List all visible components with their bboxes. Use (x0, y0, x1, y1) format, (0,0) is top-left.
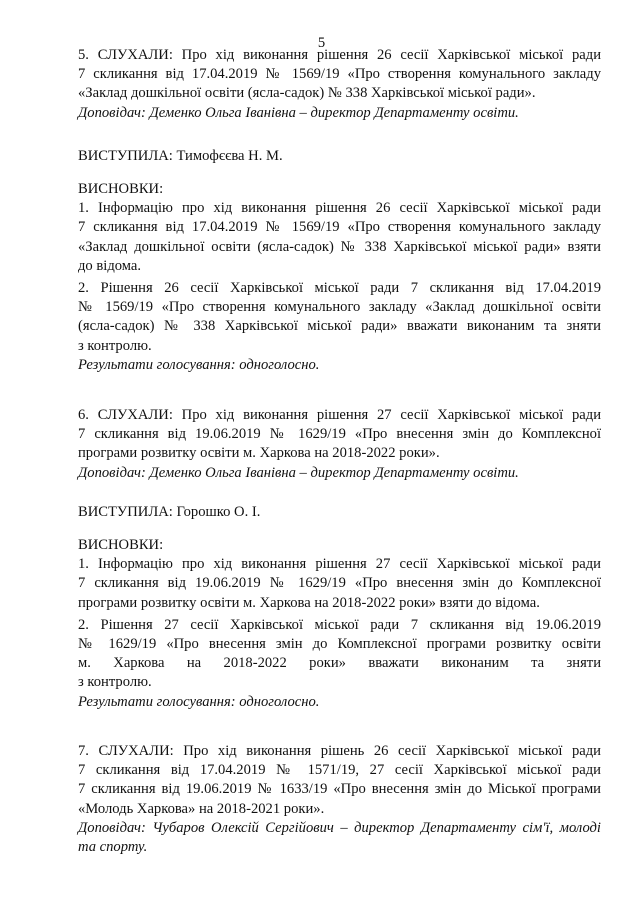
text-line: до відома. (78, 257, 142, 274)
text-line: 2. Рішення 26 сесії Харківської міської ради 7 скликання від 17.04.2019 (78, 280, 601, 297)
spoke-text: ВИСТУПИЛА: Горошко О. І. (78, 504, 261, 520)
text-line: з контролю. (78, 674, 152, 691)
speaker-paragraph (78, 819, 601, 857)
text-line: 6. СЛУХАЛИ: Про хід виконання рішення 27 сесії Харківської міської ради (78, 407, 601, 423)
text-line: 2. Рішення 27 сесії Харківської міської ради 7 скликання від 19.06.2019 (78, 616, 601, 633)
text-line: Доповідач: Чубаров Олексій Сергійович – директор Департаменту сім'ї, молоді (78, 819, 601, 836)
conclusion-2 (78, 616, 601, 693)
text-line: «Заклад дошкільної освіти (ясла-садок) № 338 Харківської міської ради». (78, 85, 536, 102)
conclusion-1 (78, 555, 601, 613)
conclusions-title: ВИСНОВКИ: (78, 181, 164, 197)
heard-paragraph (78, 742, 601, 819)
text-line: програми розвитку освіти м. Харкова на 2018-2022 роки» взяти до відома. (78, 594, 540, 611)
text-line: м. Харкова на 2018-2022 роки» вважати виконаним та зняти (78, 655, 601, 672)
text-line: 1. Інформацію про хід виконання рішення 26 сесії Харківської міської ради (78, 200, 601, 217)
text-line: програми розвитку освіти м. Харкова на 2018-2022 роки». (78, 445, 440, 462)
spoke-text: ВИСТУПИЛА: Тимофєєва Н. М. (78, 148, 283, 164)
text-line: № 1569/19 «Про створення комунального закладу «Заклад дошкільної освіти (78, 299, 601, 316)
text-line: 7 скликання від 19.06.2019 № 1629/19 «Про внесення змін до Комплексної (78, 426, 601, 443)
vote-text: Результати голосування: одноголосно. (78, 694, 320, 710)
heard-paragraph (78, 406, 601, 464)
speaker-line: Доповідач: Деменко Ольга Іванівна – директор Департаменту освіти. (78, 104, 519, 121)
text-line: та спорту. (78, 839, 148, 856)
text-line: (ясла-садок) № 338 Харківської міської ради» вважати виконаним та зняти (78, 318, 601, 335)
text-line: 7. СЛУХАЛИ: Про хід виконання рішень 26 сесії Харківської міської ради (78, 743, 601, 759)
text-line: 5. СЛУХАЛИ: Про хід виконання рішення 26 сесії Харківської міської ради (78, 47, 601, 63)
text-line: 7 скликання від 19.06.2019 № 1633/19 «Про внесення змін до Міської програми (78, 781, 601, 798)
text-line: 7 скликання від 17.04.2019 № 1569/19 «Про створення комунального закладу (78, 219, 601, 236)
text-line: 7 скликання від 17.04.2019 № 1571/19, 27 сесії Харківської міської ради (78, 762, 601, 779)
conclusions-title: ВИСНОВКИ: (78, 537, 164, 553)
spoke-line (78, 147, 601, 166)
conclusion-1 (78, 199, 601, 276)
text-line: з контролю. (78, 337, 152, 354)
vote-result-5 (78, 356, 601, 375)
text-line: 7 скликання від 17.04.2019 № 1569/19 «Про створення комунального закладу (78, 66, 601, 83)
heard-paragraph (78, 46, 601, 104)
text-line: «Заклад дошкільної освіти (ясла-садок) № 338 Харківської міської ради» взяти (78, 238, 601, 255)
page-number: 5 (317, 35, 326, 51)
vote-text: Результати голосування: одноголосно. (78, 357, 320, 373)
conclusions-5 (78, 180, 601, 356)
conclusion-2 (78, 279, 601, 356)
vote-result-6 (78, 693, 601, 712)
conclusions-6 (78, 536, 601, 693)
agenda-item-7 (78, 742, 601, 857)
agenda-item-6 (78, 406, 601, 483)
agenda-item-5 (78, 46, 601, 123)
text-line: 1. Інформацію про хід виконання рішення 27 сесії Харківської міської ради (78, 556, 601, 573)
text-line: № 1629/19 «Про внесення змін до Комплексної програми розвитку освіти (78, 636, 601, 653)
text-line: 7 скликання від 19.06.2019 № 1629/19 «Про внесення змін до Комплексної (78, 575, 601, 592)
spoke-line (78, 503, 601, 522)
speaker-line: Доповідач: Деменко Ольга Іванівна – директор Департаменту освіти. (78, 464, 519, 481)
text-line: «Молодь Харкова» на 2018-2021 роки». (78, 800, 325, 817)
